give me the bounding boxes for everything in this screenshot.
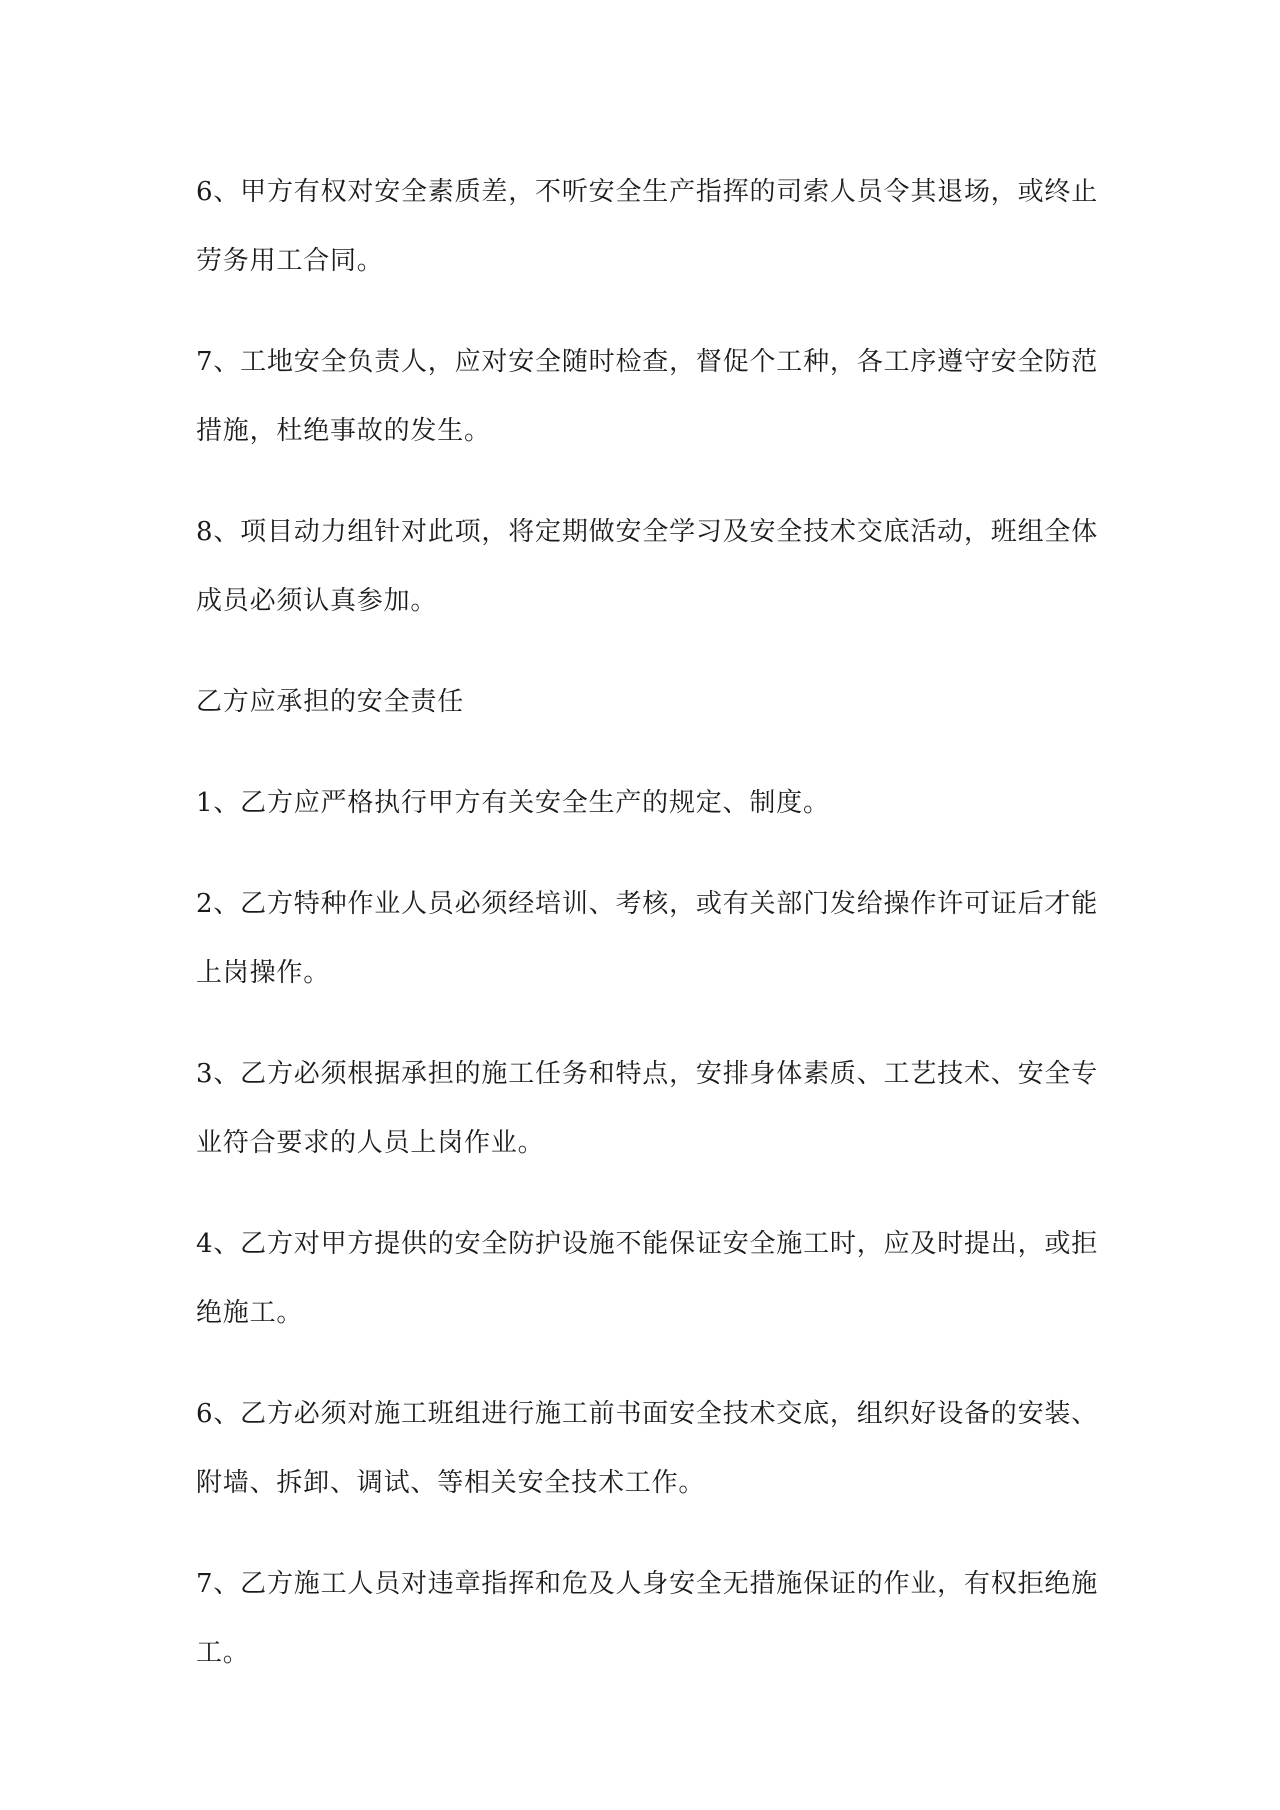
section-heading-party-b: 乙方应承担的安全责任 (196, 687, 465, 717)
paragraph-party-b-item-4: 4、乙方对甲方提供的安全防护设施不能保证安全施工时，应及时提出，或拒绝施工。 (196, 1229, 1098, 1328)
paragraph-party-b-item-3: 3、乙方必须根据承担的施工任务和特点，安排身体素质、工艺技术、安全专业符合要求的人员上岗作业。 (196, 1059, 1098, 1158)
paragraph-party-b-item-6: 6、乙方必须对施工班组进行施工前书面安全技术交底，组织好设备的安装、附墙、拆卸、调试、等相关安全技术工作。 (196, 1399, 1098, 1498)
paragraph-party-a-item-8: 8、项目动力组针对此项，将定期做安全学习及安全技术交底活动，班组全体成员必须认真参加。 (196, 517, 1098, 616)
document-body (196, 158, 1098, 1720)
paragraph-party-a-item-7: 7、工地安全负责人，应对安全随时检查，督促个工种，各工序遵守安全防范措施，杜绝事故的发生。 (196, 347, 1098, 446)
paragraph-party-b-item-1: 1、乙方应严格执行甲方有关安全生产的规定、制度。 (196, 788, 830, 818)
paragraph-party-b-item-7: 7、乙方施工人员对违章指挥和危及人身安全无措施保证的作业，有权拒绝施工。 (196, 1569, 1098, 1668)
paragraph-party-b-item-2: 2、乙方特种作业人员必须经培训、考核，或有关部门发给操作许可证后才能上岗操作。 (196, 889, 1098, 988)
paragraph-party-a-item-6: 6、甲方有权对安全素质差，不听安全生产指挥的司索人员令其退场，或终止劳务用工合同。 (196, 177, 1098, 276)
